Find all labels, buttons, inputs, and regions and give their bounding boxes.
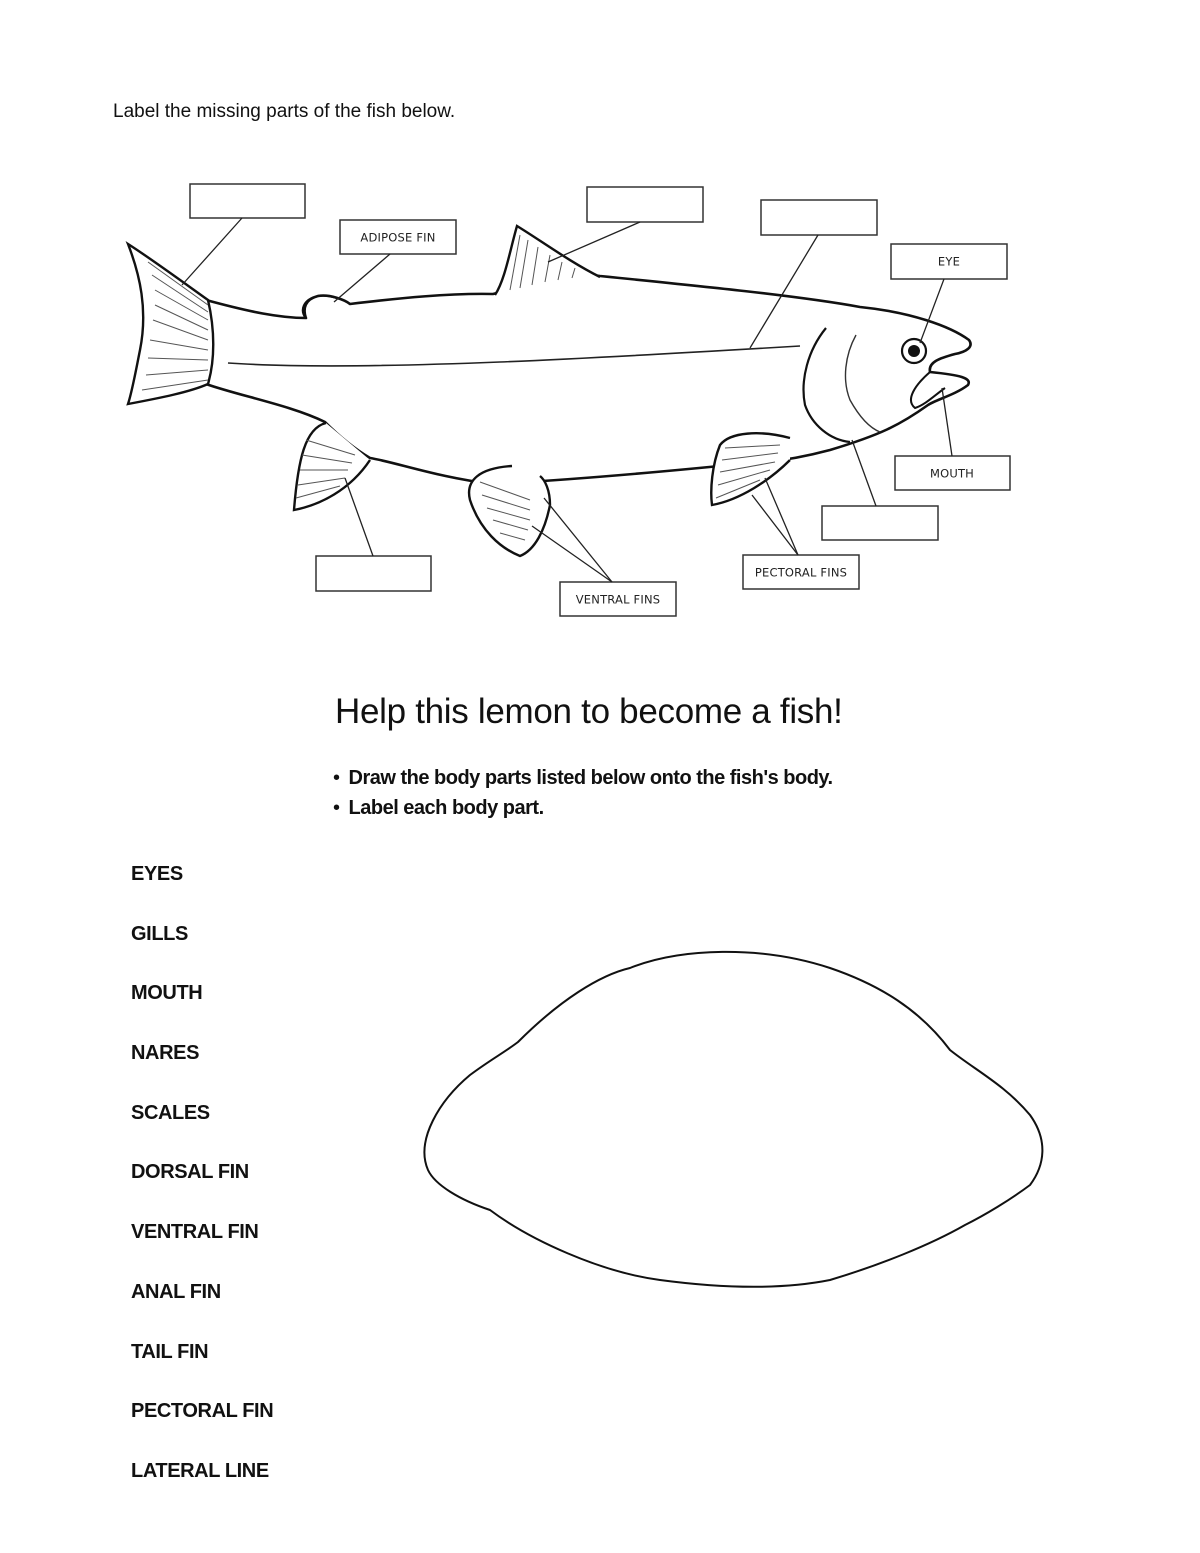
body-part-item: ANAL FIN (131, 1280, 221, 1303)
label-pectoral-fins: PECTORAL FINS (754, 565, 848, 580)
body-part-item: EYES (131, 863, 183, 885)
body-part-item: SCALES (131, 1101, 210, 1124)
body-part-item: TAIL FIN (131, 1340, 209, 1363)
body-part-item: VENTRAL FIN (131, 1221, 259, 1244)
instruction-item: • Label each body part. (333, 794, 833, 824)
lemon-outline-shape (424, 952, 1042, 1287)
label-mouth: MOUTH (929, 466, 975, 481)
body-part-item: NARES (131, 1042, 200, 1065)
body-part-item: PECTORAL FIN (131, 1400, 274, 1423)
body-part-item: GILLS (131, 922, 188, 945)
body-part-item: LATERAL LINE (131, 1459, 269, 1482)
instruction-item: • Draw the body parts listed below onto the fish's body. (333, 764, 833, 794)
label-ventral-fins: VENTRAL FINS (575, 592, 661, 607)
label-adipose-fin: ADIPOSE FIN (360, 230, 436, 245)
activity-title: Help this lemon to become a fish! (335, 692, 843, 731)
label-eye: EYE (937, 254, 961, 269)
body-part-item: MOUTH (131, 982, 203, 1005)
worksheet-instruction: Label the missing parts of the fish below. (113, 101, 456, 122)
body-part-item: DORSAL FIN (131, 1161, 249, 1184)
